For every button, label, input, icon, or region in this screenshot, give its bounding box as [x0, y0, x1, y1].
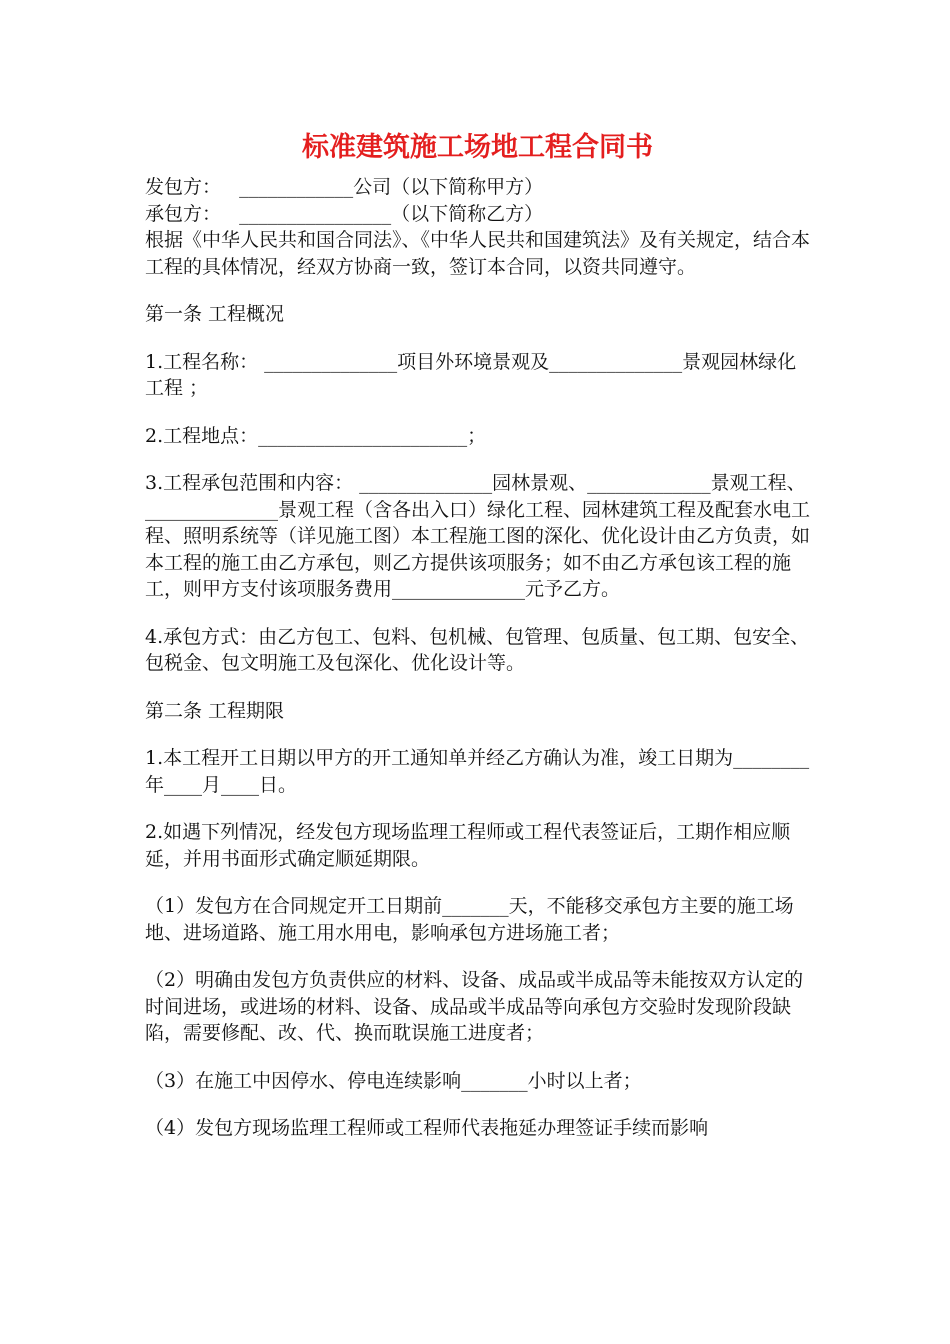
paragraph: 根据《中华人民共和国合同法》、《中华人民共和国建筑法》及有关规定，结合本工程的具体情况，经双方协商一致，签订本合同，以资共同遵守。 — [145, 229, 811, 278]
paragraph: （4）发包方现场监理工程师或工程师代表拖延办理签证手续而影响 — [145, 1117, 709, 1139]
paragraph-spacer — [145, 872, 810, 893]
paragraph: 3.工程承包范围和内容： ______________园林景观、_____________景观工程、______________景观工程（含各出入口）绿化工程、园林建筑工程及配套水电工程、照明系统等（详见施工图）本工程施工图的深化、优化设计由乙方负责，如本工程的施工由乙方承包，则乙方提供该项服务；如不由乙方承包该工程的施工，则甲方支付该项服务费用______________元予乙方。 — [145, 472, 811, 600]
paragraph: （2）明确由发包方负责供应的材料、设备、成品或半成品等未能按双方认定的时间进场，或进场的材料、设备、成品或半成品等向承包方交验时发现阶段缺陷，需要修配、改、代、换而耽误施工进度者； — [145, 969, 804, 1044]
paragraph-spacer — [145, 724, 810, 745]
paragraph-spacer — [145, 946, 810, 967]
paragraph: 4.承包方式：由乙方包工、包料、包机械、包管理、包质量、包工期、包安全、包税金、包文明施工及包深化、优化设计等。 — [145, 625, 810, 674]
paragraph-spacer — [145, 1094, 810, 1115]
paragraph: 第一条 工程概况 — [145, 303, 285, 325]
paragraph-spacer — [145, 449, 810, 470]
paragraph: 1.本工程开工日期以甲方的开工通知单并经乙方确认为准，竣工日期为________年____月____日。 — [145, 747, 810, 796]
paragraph-spacer — [145, 280, 810, 301]
paragraph: 发包方： ____________公司（以下简称甲方） — [145, 176, 544, 198]
paragraph-spacer — [145, 402, 810, 423]
document-title: 标准建筑施工场地工程合同书 — [302, 132, 653, 163]
paragraph-spacer — [145, 603, 810, 624]
contract-page — [145, 128, 810, 1142]
paragraph: 第二条 工程期限 — [145, 699, 285, 722]
paragraph-spacer — [145, 328, 810, 349]
paragraph-spacer — [145, 677, 810, 698]
paragraph: 承包方： ________________（以下简称乙方） — [145, 202, 544, 225]
paragraph: 2.工程地点：______________________； — [145, 424, 487, 447]
document-body — [145, 174, 810, 1142]
paragraph-spacer — [145, 798, 810, 819]
paragraph: （3）在施工中因停水、停电连续影响_______小时以上者； — [145, 1069, 642, 1092]
paragraph: 2.如遇下列情况，经发包方现场监理工程师或工程代表签证后，工期作相应顺延，并用书面形式确定顺延期限。 — [145, 821, 791, 870]
paragraph-spacer — [145, 1047, 810, 1068]
paragraph: （1）发包方在合同规定开工日期前_______天，不能移交承包方主要的施工场地、进场道路、施工用水用电，影响承包方进场施工者； — [145, 895, 794, 944]
paragraph: 1.工程名称： ______________项目外环境景观及______________景观园林绿化工程 ； — [145, 350, 797, 399]
